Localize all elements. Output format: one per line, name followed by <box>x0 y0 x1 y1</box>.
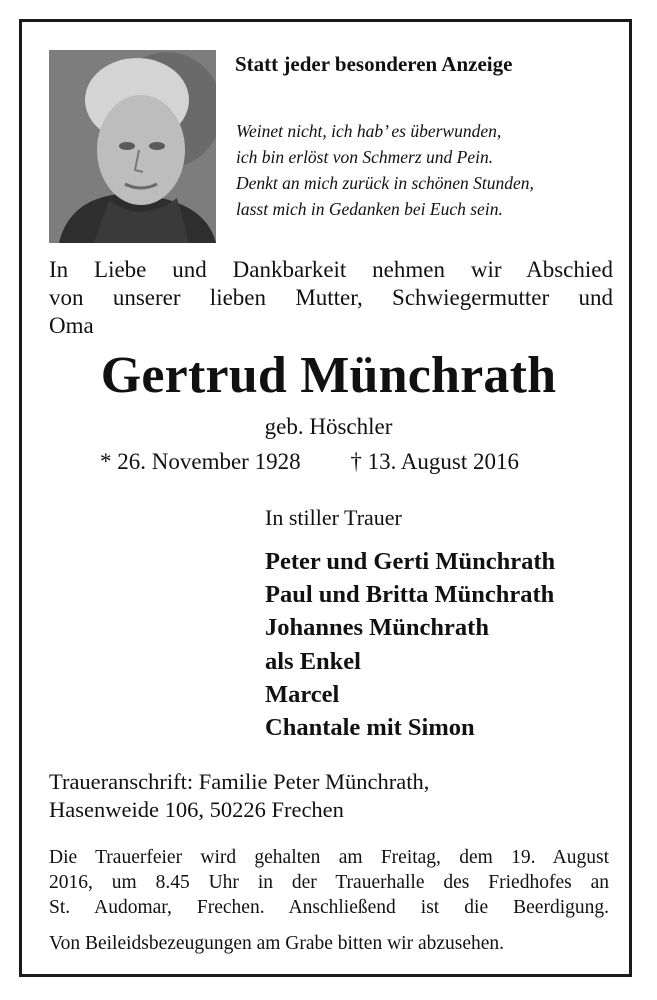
intro-line: Oma <box>49 313 94 338</box>
intro-line: von unserer lieben Mutter, Schwiegermutter und <box>49 285 613 310</box>
mourner-name: Marcel <box>265 680 340 708</box>
mourner-name: Johannes Münchrath <box>265 614 489 642</box>
intro-line: In Liebe und Dankbarkeit nehmen wir Abschied <box>49 257 613 282</box>
mourner-name: als Enkel <box>265 647 361 675</box>
headline: Statt jeder besonderen Anzeige <box>235 52 513 76</box>
portrait-photo <box>49 50 216 243</box>
birth-date: * 26. November 1928 <box>100 449 301 474</box>
address-line: Traueranschrift: Familie Peter Münchrath, <box>49 769 430 794</box>
poem-line: Denkt an mich zurück in schönen Stunden, <box>236 173 534 193</box>
poem-line: Weinet nicht, ich hab’ es überwunden, <box>236 121 502 141</box>
poem-line: ich bin erlöst von Schmerz und Pein. <box>236 147 494 167</box>
ceremony-line: 2016, um 8.45 Uhr in der Trauerhalle des Friedhofes an <box>49 872 609 893</box>
mourner-name: Paul und Britta Münchrath <box>265 581 555 609</box>
mourner-name: Chantale mit Simon <box>265 714 475 742</box>
mourning-label: In stiller Trauer <box>265 505 402 530</box>
ceremony-info <box>49 845 609 920</box>
ceremony-line: St. Audomar, Frechen. Anschließend ist die Beerdigung. <box>49 897 609 918</box>
life-dates <box>100 449 519 475</box>
intro-text <box>49 256 613 340</box>
poem-line: lasst mich in Gedanken bei Euch sein. <box>236 199 503 219</box>
address-line: Hasenweide 106, 50226 Frechen <box>49 797 344 822</box>
deceased-name: Gertrud Münchrath <box>100 347 557 404</box>
portrait-image <box>49 50 216 243</box>
ceremony-line: Die Trauerfeier wird gehalten am Freitag, dem 19. August <box>49 847 609 868</box>
poem <box>236 118 534 222</box>
mourning-address <box>49 768 429 824</box>
mourner-name: Peter und Gerti Münchrath <box>265 548 556 575</box>
closing-note: Von Beileidsbezeugungen am Grabe bitten wir abzusehen. <box>49 933 505 954</box>
death-date: † 13. August 2016 <box>350 449 520 474</box>
mourners-list <box>265 545 555 744</box>
maiden-name: geb. Höschler <box>264 414 393 439</box>
